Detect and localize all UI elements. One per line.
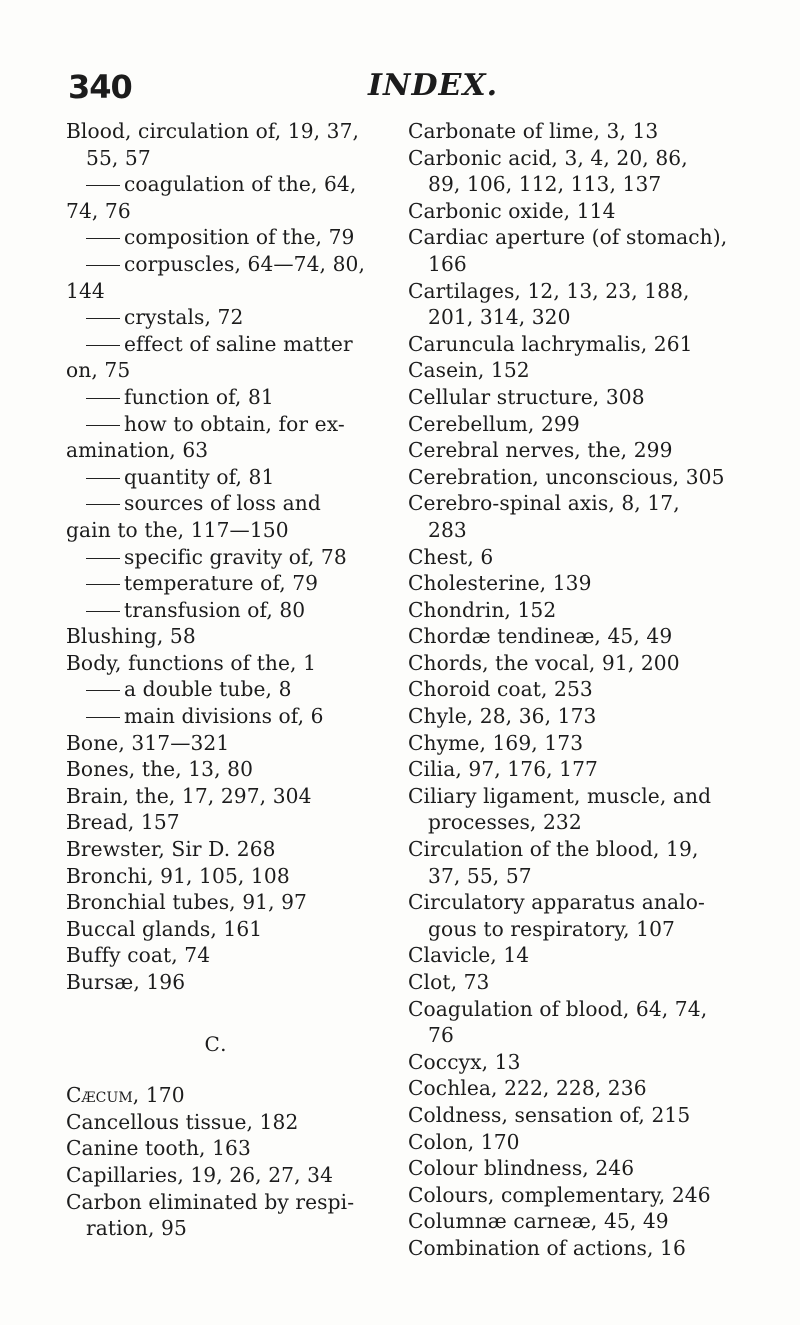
- index-entry: [408, 836, 780, 889]
- entry-continuation: 89, 106, 112, 113, 137: [428, 172, 662, 197]
- ditto-dash: [86, 504, 120, 505]
- index-entry: [408, 1155, 780, 1182]
- index-entry: [66, 863, 366, 890]
- entry-continuation: amination, 63: [66, 438, 209, 463]
- entry-text: Cerebellum, 299: [408, 411, 580, 436]
- entry-continuation: 55, 57: [86, 145, 151, 170]
- entry-text: Cardiac aperture (of stomach),: [408, 225, 728, 250]
- ditto-dash: [86, 238, 120, 239]
- ditto-dash: [86, 398, 120, 399]
- index-entry: [408, 464, 780, 491]
- ditto-dash: [86, 584, 120, 585]
- section-letter: C.: [204, 1031, 228, 1056]
- entry-text: Chordæ tendineæ, 45, 49: [408, 624, 673, 649]
- entry-text: Blood, circulation of, 19, 37,: [66, 119, 360, 143]
- index-entry: [408, 623, 780, 650]
- entry-text: Chords, the vocal, 91, 200: [408, 650, 680, 675]
- entry-text: how to obtain, for ex-: [124, 411, 345, 436]
- ditto-dash: [86, 185, 120, 186]
- entry-text: Cellular structure, 308: [408, 384, 645, 409]
- entry-continuation: 283: [428, 517, 467, 542]
- entry-text: Brewster, Sir D. 268: [66, 837, 276, 862]
- entry-continuation: 166: [428, 251, 467, 276]
- entry-text: quantity of, 81: [124, 464, 275, 489]
- entry-text: Bread, 157: [66, 810, 180, 835]
- left-column: [66, 118, 366, 1242]
- entry-continuation: 74, 76: [66, 198, 131, 223]
- index-entry: [408, 969, 780, 996]
- entry-text: Cerebro-spinal axis, 8, 17,: [408, 491, 680, 516]
- index-entry: [66, 118, 366, 171]
- entry-text: Cholesterine, 139: [408, 571, 592, 596]
- entry-continuation: 37, 55, 57: [428, 863, 532, 888]
- index-entry: [408, 942, 780, 969]
- entry-text: Chondrin, 152: [408, 597, 557, 622]
- entry-continuation: 201, 314, 320: [428, 305, 571, 330]
- index-subentry: [66, 703, 366, 730]
- entry-text: Coagulation of blood, 64, 74,: [408, 996, 708, 1021]
- index-entry: [66, 730, 366, 757]
- index-entry: [408, 224, 780, 277]
- entry-continuation: ration, 95: [86, 1216, 187, 1241]
- entry-text: Colours, complementary, 246: [408, 1182, 711, 1207]
- entry-text: Buccal glands, 161: [66, 916, 263, 941]
- entry-text: Bronchi, 91, 105, 108: [66, 863, 290, 888]
- index-entry: [66, 942, 366, 969]
- entry-text: Ciliary ligament, muscle, and: [408, 783, 712, 808]
- index-entry: [408, 1049, 780, 1076]
- index-entry: [66, 1109, 366, 1136]
- entry-text: Cartilages, 12, 13, 23, 188,: [408, 278, 690, 303]
- index-entry: [408, 118, 780, 145]
- entry-text: Casein, 152: [408, 358, 530, 383]
- entry-text: Coldness, sensation of, 215: [408, 1102, 691, 1127]
- entry-text: a double tube, 8: [124, 677, 292, 702]
- index-entry: [66, 1162, 366, 1189]
- entry-text: Cæcum, 170: [66, 1083, 185, 1108]
- entry-text: Carbonic acid, 3, 4, 20, 86,: [408, 145, 688, 170]
- ditto-dash: [86, 717, 120, 718]
- index-entry: [66, 916, 366, 943]
- index-entry: [408, 437, 780, 464]
- index-entry: [408, 756, 780, 783]
- index-entry: [408, 730, 780, 757]
- index-entry: [408, 1235, 780, 1262]
- index-subentry: [66, 544, 366, 571]
- index-subentry: [66, 676, 366, 703]
- entry-text: corpuscles, 64—74, 80,: [124, 251, 365, 276]
- entry-text: Canine tooth, 163: [66, 1136, 251, 1161]
- index-subentry: [66, 490, 366, 543]
- entry-text: Circulation of the blood, 19,: [408, 837, 699, 862]
- index-entry: [408, 198, 780, 225]
- entry-text: Combination of actions, 16: [408, 1235, 686, 1260]
- entry-text: transfusion of, 80: [124, 597, 306, 622]
- entry-text: main divisions of, 6: [124, 704, 324, 729]
- index-entry: [408, 384, 780, 411]
- index-entry: [66, 809, 366, 836]
- running-head: INDEX.: [368, 68, 499, 103]
- entry-text: Cerebration, unconscious, 305: [408, 464, 725, 489]
- entry-text: Circulatory apparatus analo-: [408, 890, 705, 915]
- index-entry: [408, 490, 780, 543]
- entry-text: specific gravity of, 78: [124, 544, 347, 569]
- index-entry: [66, 650, 366, 677]
- index-subentry: [66, 570, 366, 597]
- index-entry: [66, 1189, 366, 1242]
- index-subentry: [66, 251, 366, 304]
- entry-text: Cochlea, 222, 228, 236: [408, 1076, 647, 1101]
- index-entry: [66, 889, 366, 916]
- entry-text: Chyle, 28, 36, 173: [408, 704, 597, 729]
- entry-text: Carbonate of lime, 3, 13: [408, 119, 659, 143]
- index-entry: [66, 623, 366, 650]
- index-entry: [408, 889, 780, 942]
- entry-text: Capillaries, 19, 26, 27, 34: [66, 1162, 334, 1187]
- entry-text: Cilia, 97, 176, 177: [408, 757, 599, 782]
- entry-text: Choroid coat, 253: [408, 677, 593, 702]
- index-subentry: [66, 304, 366, 331]
- entry-text: Bursæ, 196: [66, 970, 186, 994]
- entry-text: composition of the, 79: [124, 225, 355, 250]
- index-subentry: [66, 171, 366, 224]
- entry-text: Blushing, 58: [66, 624, 196, 649]
- ditto-dash: [86, 690, 120, 691]
- entry-text: Carbonic oxide, 114: [408, 198, 616, 223]
- entry-text: temperature of, 79: [124, 571, 319, 596]
- index-entry: [408, 145, 780, 198]
- entry-text: coagulation of the, 64,: [124, 172, 357, 197]
- entry-text: Bronchial tubes, 91, 97: [66, 890, 308, 915]
- index-entry: [66, 1135, 366, 1162]
- index-entry: [408, 278, 780, 331]
- entry-text: Cerebral nerves, the, 299: [408, 438, 673, 463]
- entry-text: crystals, 72: [124, 305, 244, 330]
- ditto-dash: [86, 345, 120, 346]
- index-entry: [66, 836, 366, 863]
- index-entry: [408, 597, 780, 624]
- entry-text: effect of saline matter: [124, 331, 353, 356]
- ditto-dash: [86, 265, 120, 266]
- index-entry: [408, 411, 780, 438]
- ditto-dash: [86, 478, 120, 479]
- index-entry: [408, 1102, 780, 1129]
- entry-text: Bones, the, 13, 80: [66, 757, 254, 782]
- ditto-dash: [86, 611, 120, 612]
- index-entry: [66, 1082, 366, 1109]
- entry-text: Bone, 317—321: [66, 730, 230, 755]
- index-entry: [408, 544, 780, 571]
- index-subentry: [66, 331, 366, 384]
- ditto-dash: [86, 318, 120, 319]
- index-entry: [408, 996, 780, 1049]
- index-entry: [408, 1129, 780, 1156]
- index-subentry: [66, 384, 366, 411]
- ditto-dash: [86, 558, 120, 559]
- entry-continuation: processes, 232: [428, 810, 582, 835]
- entry-text: Clot, 73: [408, 970, 490, 994]
- entry-text: Coccyx, 13: [408, 1049, 521, 1074]
- entry-text: Colour blindness, 246: [408, 1156, 635, 1181]
- index-entry: [408, 783, 780, 836]
- index-subentry: [66, 464, 366, 491]
- index-group-c: [66, 1082, 366, 1242]
- index-entry: [408, 570, 780, 597]
- entry-text: Colon, 170: [408, 1129, 520, 1154]
- page-header: [68, 68, 760, 108]
- entry-text: function of, 81: [124, 384, 274, 409]
- entry-text: Brain, the, 17, 297, 304: [66, 783, 312, 808]
- entry-continuation: 76: [428, 1023, 454, 1048]
- index-entry: [408, 1075, 780, 1102]
- entry-text: sources of loss and: [124, 491, 321, 516]
- entry-continuation: 144: [66, 278, 105, 303]
- index-subentry: [66, 597, 366, 624]
- right-column: [408, 118, 780, 1262]
- entry-continuation: on, 75: [66, 358, 131, 383]
- index-entry: [408, 331, 780, 358]
- index-entry: [408, 703, 780, 730]
- page-number: 340: [68, 68, 132, 106]
- index-subentry: [66, 411, 366, 464]
- index-entry: [408, 1182, 780, 1209]
- entry-text: Clavicle, 14: [408, 943, 530, 968]
- index-subentry: [66, 224, 366, 251]
- entry-continuation: gous to respiratory, 107: [428, 916, 675, 941]
- entry-text: Body, functions of the, 1: [66, 650, 317, 675]
- entry-continuation: gain to the, 117—150: [66, 517, 289, 542]
- entry-text: Buffy coat, 74: [66, 943, 211, 968]
- index-entry: [408, 676, 780, 703]
- entry-text: Chest, 6: [408, 544, 494, 569]
- index-group-c-continued: [408, 118, 780, 1262]
- index-entry: [408, 650, 780, 677]
- index-entry: [66, 756, 366, 783]
- index-group-b: [66, 118, 366, 996]
- entry-text: Caruncula lachrymalis, 261: [408, 331, 693, 356]
- index-entry: [408, 1208, 780, 1235]
- ditto-dash: [86, 425, 120, 426]
- entry-text: Chyme, 169, 173: [408, 730, 584, 755]
- index-entry: [66, 969, 366, 996]
- entry-text: Columnæ carneæ, 45, 49: [408, 1209, 669, 1234]
- entry-text: Carbon eliminated by respi-: [66, 1189, 355, 1214]
- index-entry: [66, 783, 366, 810]
- entry-text: Cancellous tissue, 182: [66, 1109, 299, 1134]
- index-entry: [408, 357, 780, 384]
